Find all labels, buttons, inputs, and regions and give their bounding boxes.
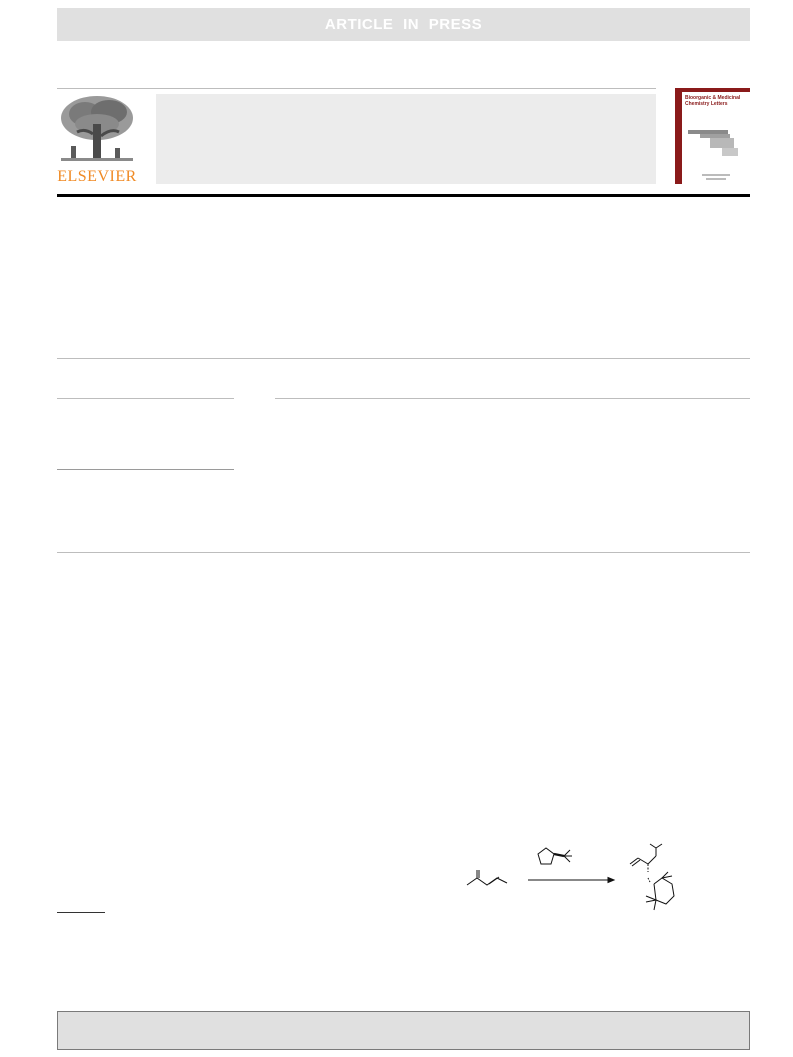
- abstract-bottom-rule: [57, 552, 750, 553]
- thf-ring-icon: [538, 848, 572, 864]
- article-in-press-banner: [57, 8, 750, 41]
- product-molecule-icon: [630, 844, 674, 910]
- keywords-rule: [57, 469, 234, 470]
- reaction-scheme: [462, 840, 682, 920]
- journal-cover[interactable]: [675, 88, 750, 184]
- header-thick-rule: [57, 194, 750, 197]
- reaction-arrow: [528, 878, 614, 883]
- journal-info-box: [156, 94, 656, 184]
- tree-icon: [57, 94, 137, 168]
- publisher-logo: [57, 94, 137, 186]
- elsevier-wordmark: ELSEVIER: [57, 168, 137, 185]
- article-info-rule: [57, 398, 234, 399]
- cover-graphic-icon: [682, 92, 750, 184]
- banner-text: ARTICLE IN PRESS: [324, 16, 483, 33]
- header-top-rule: [57, 88, 656, 89]
- cover-journal-title: Bioorganic & Medicinal Chemistry Letters: [685, 95, 741, 107]
- footnote-rule: [57, 912, 105, 913]
- diene-icon: [467, 870, 507, 885]
- cover-page: [682, 92, 750, 184]
- citation-footer-box: [57, 1011, 750, 1050]
- abstract-rule: [275, 398, 750, 399]
- abstract-top-rule: [57, 358, 750, 359]
